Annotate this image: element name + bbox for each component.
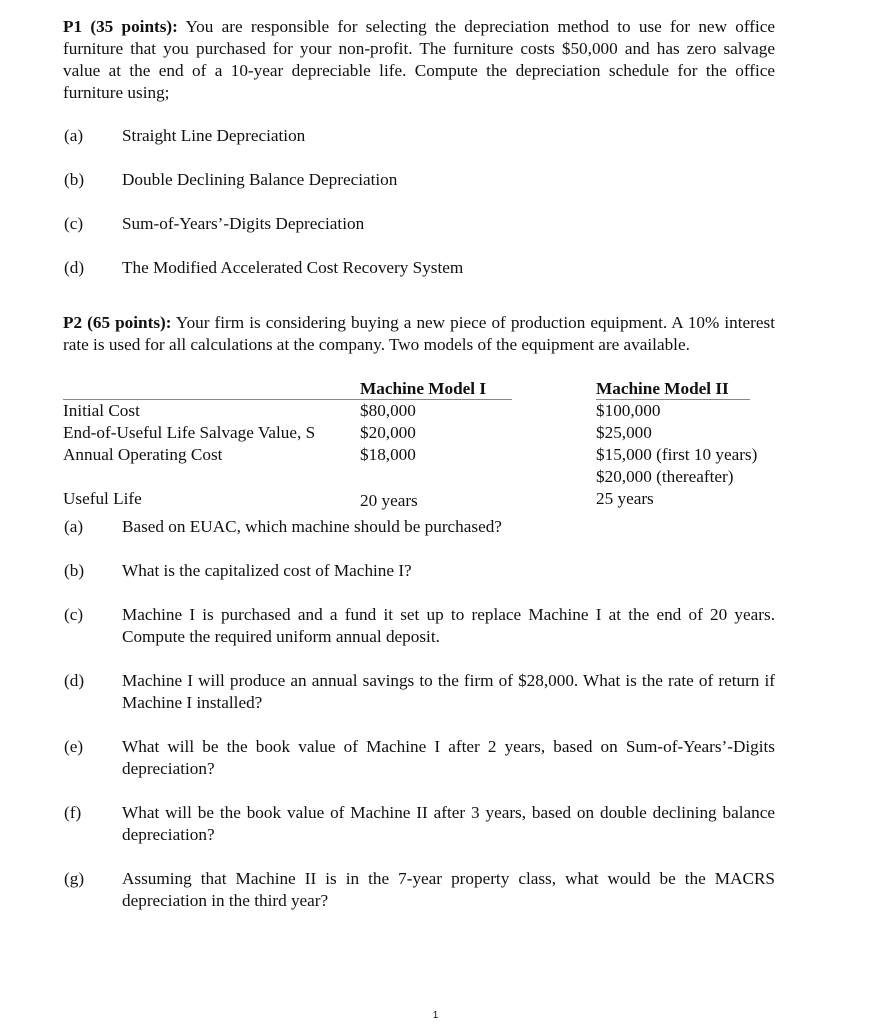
p1-item-c xyxy=(63,213,775,235)
cell-m2: $25,000 xyxy=(596,423,652,442)
cell-m1: $20,000 xyxy=(360,423,416,442)
item-text: Machine I is purchased and a fund it set up to replace Machine I at the end of 20 years. Compute the required uniform annual deposit. xyxy=(122,605,775,646)
p2-item-g xyxy=(63,868,775,912)
p2-text: Your firm is considering buying a new piece of production equipment. A 10% interest rate is used for all calculations at the company. Two models of the equipment are available. xyxy=(63,313,775,354)
p1-heading: P1 (35 points): xyxy=(63,17,178,36)
header-machine-1: Machine Model I xyxy=(360,379,487,398)
row-label: Useful Life xyxy=(63,489,142,508)
p1-item-d xyxy=(63,257,775,279)
header-machine-2: Machine Model II xyxy=(596,379,729,398)
cell-m2: $20,000 (thereafter) xyxy=(596,467,734,486)
item-label: (c) xyxy=(64,214,84,233)
p1-intro xyxy=(63,16,775,104)
p1-subquestions xyxy=(63,125,775,279)
p2-heading: P2 (65 points): xyxy=(63,313,172,332)
p1-text: You are responsible for selecting the depreciation method to use for new office furniture that you purchased for your non-profit. The furniture costs $50,000 and has zero salvage value at the end of a 10-year depreciable life. Compute the depreciation schedule for the office furniture using; xyxy=(63,17,775,102)
cell-m2: $15,000 (first 10 years) xyxy=(596,445,758,464)
item-text: What is the capitalized cost of Machine I? xyxy=(122,561,412,580)
p1-item-a xyxy=(63,125,775,147)
item-label: (b) xyxy=(64,561,85,580)
cell-m2: 25 years xyxy=(596,489,654,508)
cell-m1: $18,000 xyxy=(360,445,416,464)
p2-item-b xyxy=(63,560,775,582)
p2-item-a xyxy=(63,516,775,538)
item-label: (c) xyxy=(64,605,84,624)
p2-item-e xyxy=(63,736,775,780)
item-label: (b) xyxy=(64,170,85,189)
p2-item-c xyxy=(63,604,775,648)
item-text: Machine I will produce an annual savings to the firm of $28,000. What is the rate of return if Machine I installed? xyxy=(122,671,775,712)
item-text: What will be the book value of Machine I after 2 years, based on Sum-of-Years’-Digits depreciation? xyxy=(122,737,775,778)
item-text: Straight Line Depreciation xyxy=(122,126,306,145)
cell-m1: $80,000 xyxy=(360,401,416,420)
row-label: Annual Operating Cost xyxy=(63,445,223,464)
document-page xyxy=(63,16,775,934)
cell-m1: 20 years xyxy=(360,491,418,510)
item-text: Double Declining Balance Depreciation xyxy=(122,170,398,189)
p2-item-d xyxy=(63,670,775,714)
item-label: (d) xyxy=(64,258,85,277)
item-label: (a) xyxy=(64,126,84,145)
item-text: Assuming that Machine II is in the 7-year property class, what would be the MACRS depreciation in the third year? xyxy=(122,869,775,910)
item-label: (g) xyxy=(64,869,85,888)
item-label: (f) xyxy=(64,803,82,822)
cell-m2: $100,000 xyxy=(596,401,661,420)
p2-intro xyxy=(63,312,775,356)
row-label: End-of-Useful Life Salvage Value, S xyxy=(63,423,316,442)
row-label: Initial Cost xyxy=(63,401,140,420)
item-text: What will be the book value of Machine II after 3 years, based on double declining balance depreciation? xyxy=(122,803,775,844)
item-label: (a) xyxy=(64,517,84,536)
item-text: Based on EUAC, which machine should be purchased? xyxy=(122,517,502,536)
item-text: The Modified Accelerated Cost Recovery System xyxy=(122,258,464,277)
p2-subquestions xyxy=(63,516,775,912)
machine-comparison-table xyxy=(63,378,775,514)
p1-item-b xyxy=(63,169,775,191)
item-text: Sum-of-Years’-Digits Depreciation xyxy=(122,214,365,233)
item-label: (d) xyxy=(64,671,85,690)
item-label: (e) xyxy=(64,737,84,756)
p2-item-f xyxy=(63,802,775,846)
page-number: 1 xyxy=(432,1010,439,1021)
